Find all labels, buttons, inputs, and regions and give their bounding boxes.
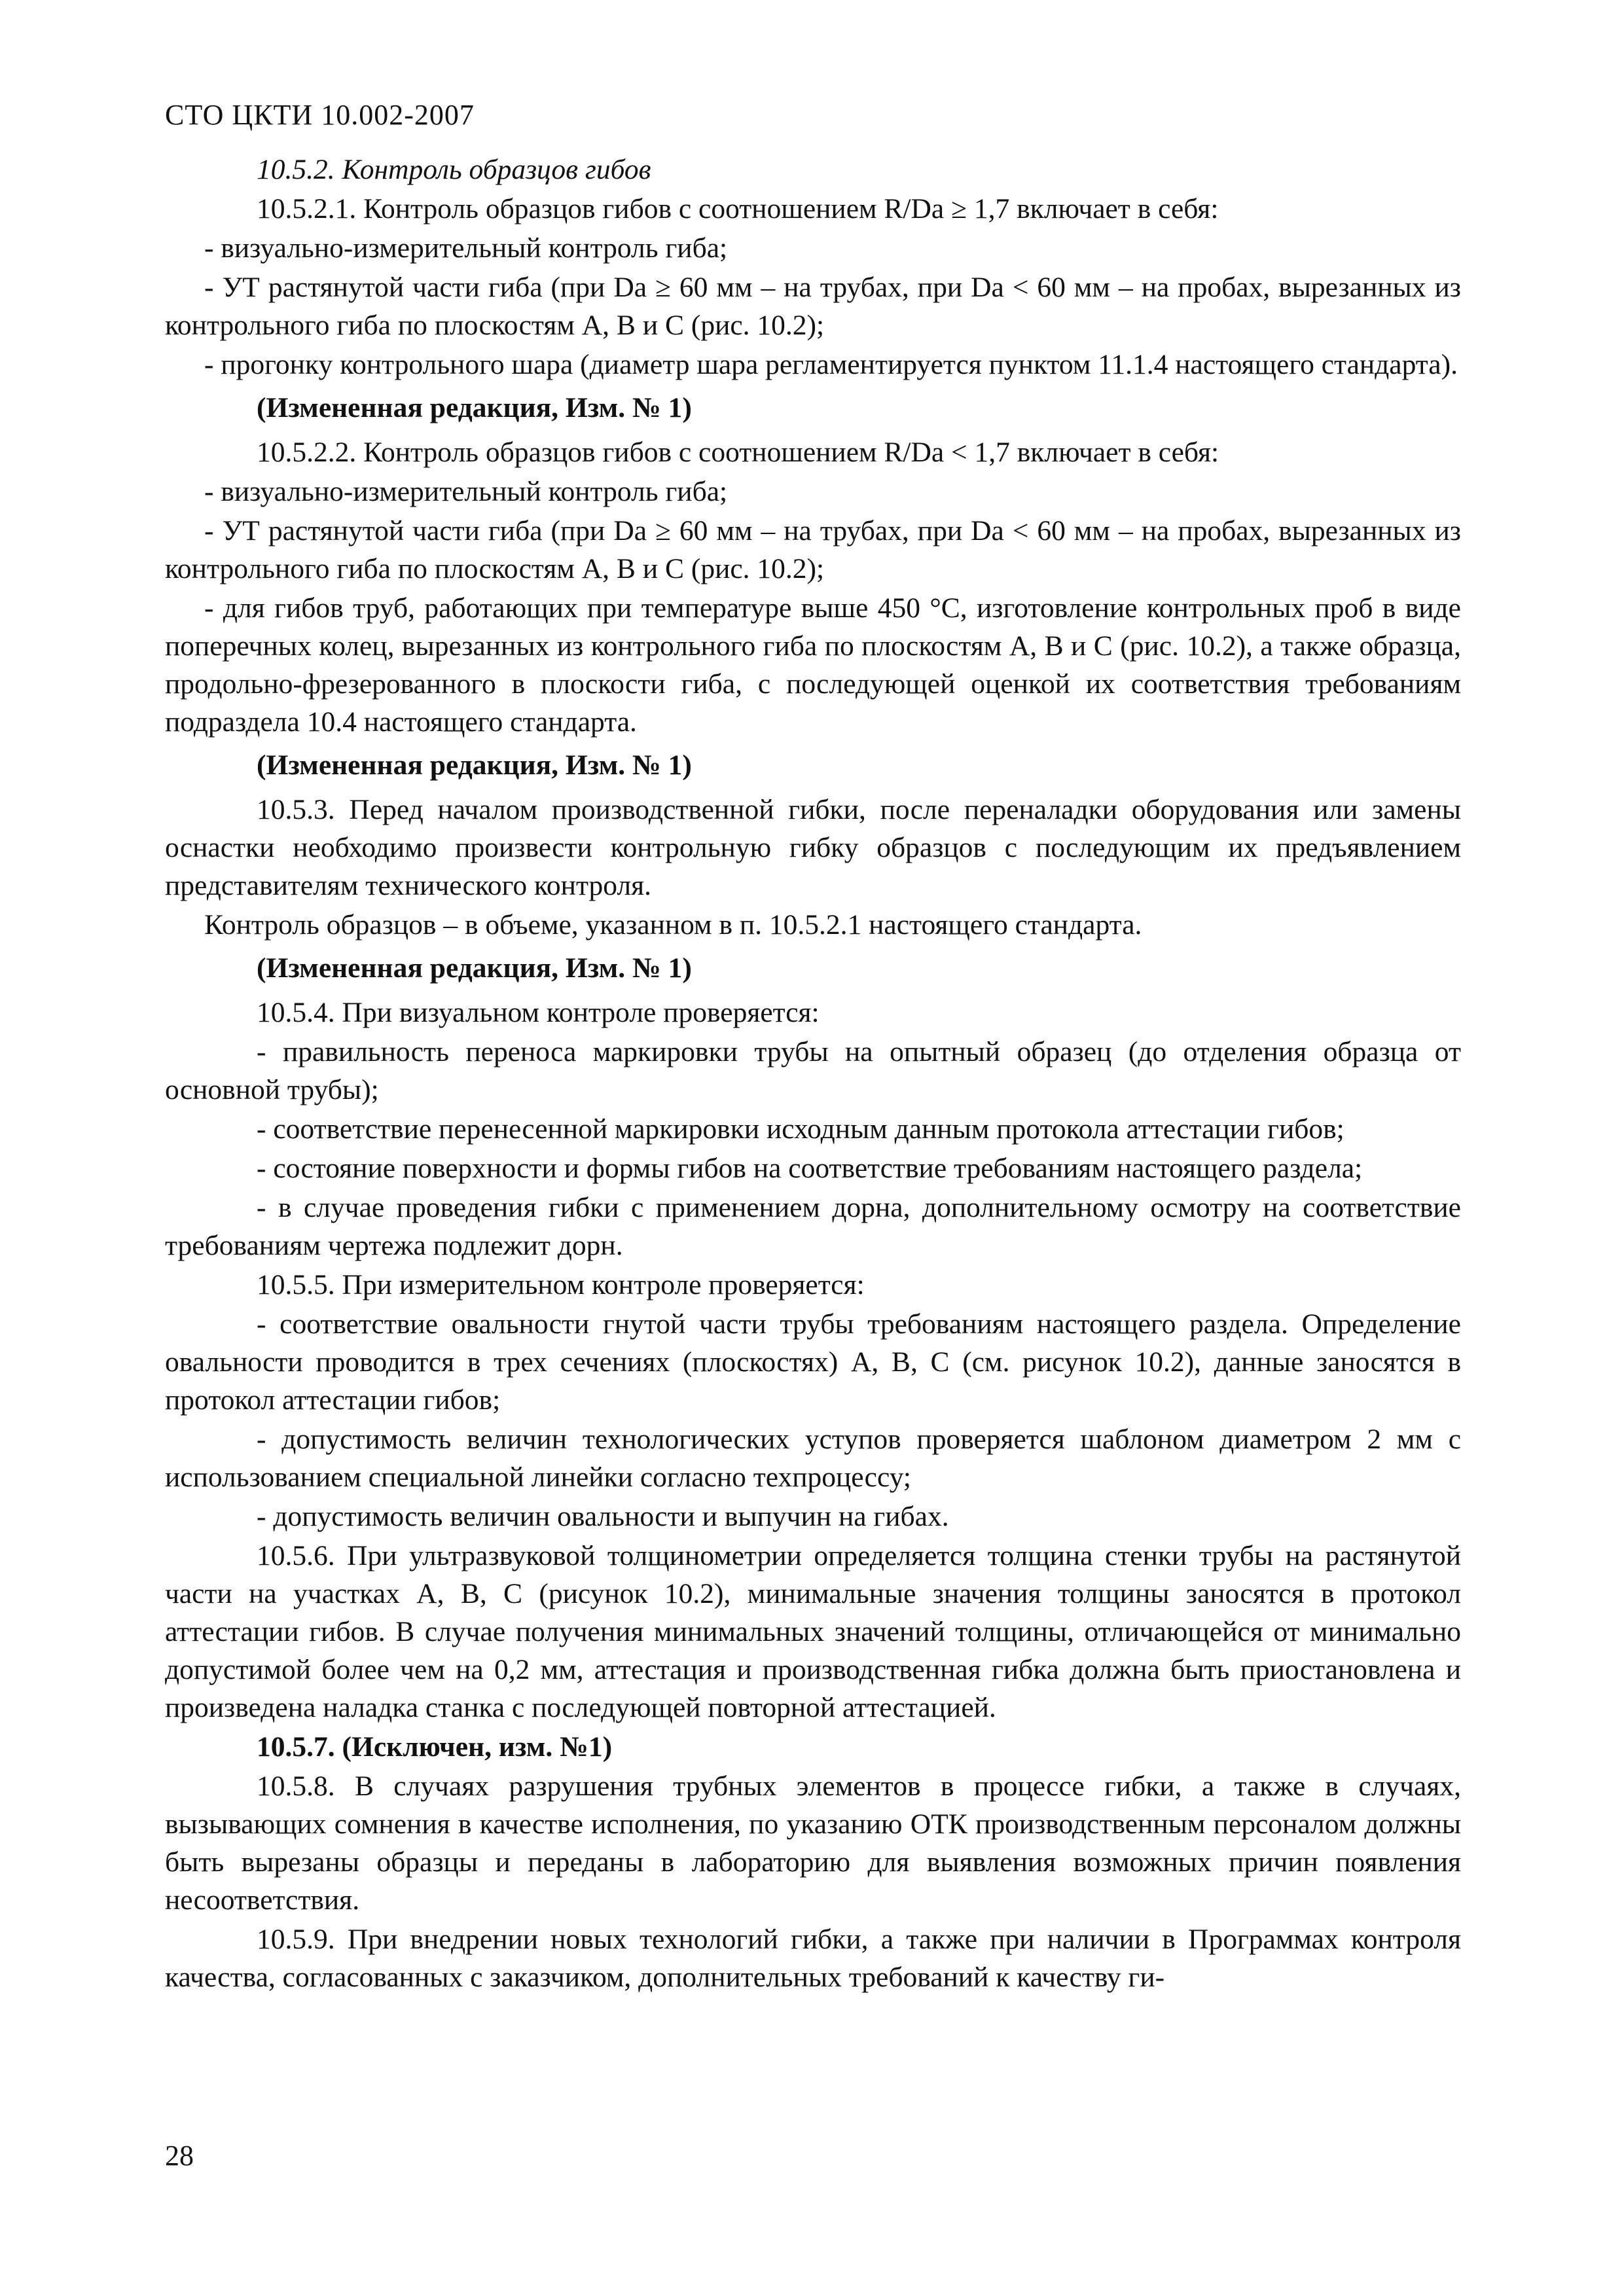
paragraph: Контроль образцов – в объеме, указанном в п. 10.5.2.1 настоящего стандарта. [204,909,1142,941]
document-id-header: СТО ЦКТИ 10.002-2007 [165,99,475,131]
list-item: - визуально-измерительный контроль гиба; [204,476,728,507]
list-item: - соответствие перенесенной маркировки исходным данным протокола аттестации гибов; [257,1113,1344,1145]
paragraph: 10.5.2.1. Контроль образцов гибов с соотношением R/Da ≥ 1,7 включает в себя: [257,193,1219,224]
section-title: 10.5.2. Контроль образцов гибов [257,154,651,185]
page-number: 28 [165,2140,194,2172]
list-item: - УТ растянутой части гиба (при Da ≥ 60 мм – на трубах, при Da < 60 мм – на пробах, вырезанных из контрольного гиба по плоскостям A, B и C (рис. 10.2); [165,515,1461,584]
list-item: - состояние поверхности и формы гибов на соответствие требованиям настоящего раздела; [257,1153,1363,1184]
list-item: - в случае проведения гибки с применением дорна, дополнительному осмотру на соответствие требованиям чертежа подлежит дорн. [165,1192,1461,1261]
paragraph: 10.5.9. При внедрении новых технологий гибки, а также при наличии в Программах контроля качества, согласованных с заказчиком, дополнительных требований к качеству ги- [165,1924,1461,1993]
document-body [165,151,1461,1998]
paragraph: 10.5.3. Перед началом производственной гибки, после переналадки оборудования или замены оснастки необходимо произвести контрольную гибку образцов с последующим их предъявлением представителям технического контроля. [165,794,1461,901]
paragraph: 10.5.2.2. Контроль образцов гибов с соотношением R/Da < 1,7 включает в себя: [257,437,1219,468]
list-item: - УТ растянутой части гиба (при Da ≥ 60 мм – на трубах, при Da < 60 мм – на пробах, вырезанных из контрольного гиба по плоскостям A, B и C (рис. 10.2); [165,272,1461,341]
paragraph: 10.5.4. При визуальном контроле проверяется: [257,997,820,1028]
list-item: - соответствие овальности гнутой части трубы требованиям настоящего раздела. Определение овальности проводится в трех сечениях (плоскостях) A, B, C (см. рисунок 10.2), данные заносятся в протокол аттестации гибов; [165,1308,1461,1416]
paragraph: 10.5.6. При ультразвуковой толщинометрии определяется толщина стенки трубы на растянутой части на участках A, B, C (рисунок 10.2), минимальные значения толщины заносятся в протокол аттестации гибов. В случае получения минимальных значений толщины, отличающейся от минимально допустимой более чем на 0,2 мм, аттестация и производственная гибка должна быть приостановлена и произведена наладка станка с последующей повторной аттестацией. [165,1540,1461,1723]
paragraph-excluded: 10.5.7. (Исключен, изм. №1) [257,1731,613,1763]
paragraph: 10.5.8. В случаях разрушения трубных элементов в процессе гибки, а также в случаях, вызывающих сомнения в качестве исполнения, по указанию ОТК производственным персоналом должны быть вырезаны образцы и переданы в лабораторию для выявления возможных причин появления несоответствия. [165,1770,1461,1916]
list-item: - допустимость величин овальности и выпучин на гибах. [257,1501,949,1532]
list-item: - правильность переноса маркировки трубы на опытный образец (до отделения образца от основной трубы); [165,1036,1461,1105]
list-item: - визуально-измерительный контроль гиба; [204,232,728,264]
amendment-note: (Измененная редакция, Изм. № 1) [257,952,692,984]
list-item: - прогонку контрольного шара (диаметр шара регламентируется пунктом 11.1.4 настоящего стандарта). [204,349,1458,380]
list-item: - для гибов труб, работающих при температуре выше 450 °С, изготовление контрольных проб в виде поперечных колец, вырезанных из контрольного гиба по плоскостям A, B и C (рис. 10.2), а также образца, продольно-фрезерованного в плоскости гиба, с последующей оценкой их соответствия требованиям подраздела 10.4 настоящего стандарта. [165,592,1461,738]
amendment-note: (Измененная редакция, Изм. № 1) [257,392,692,423]
list-item: - допустимость величин технологических уступов проверяется шаблоном диаметром 2 мм с использованием специальной линейки согласно техпроцессу; [165,1424,1461,1493]
paragraph: 10.5.5. При измерительном контроле проверяется: [257,1269,865,1300]
amendment-note: (Измененная редакция, Изм. № 1) [257,749,692,781]
